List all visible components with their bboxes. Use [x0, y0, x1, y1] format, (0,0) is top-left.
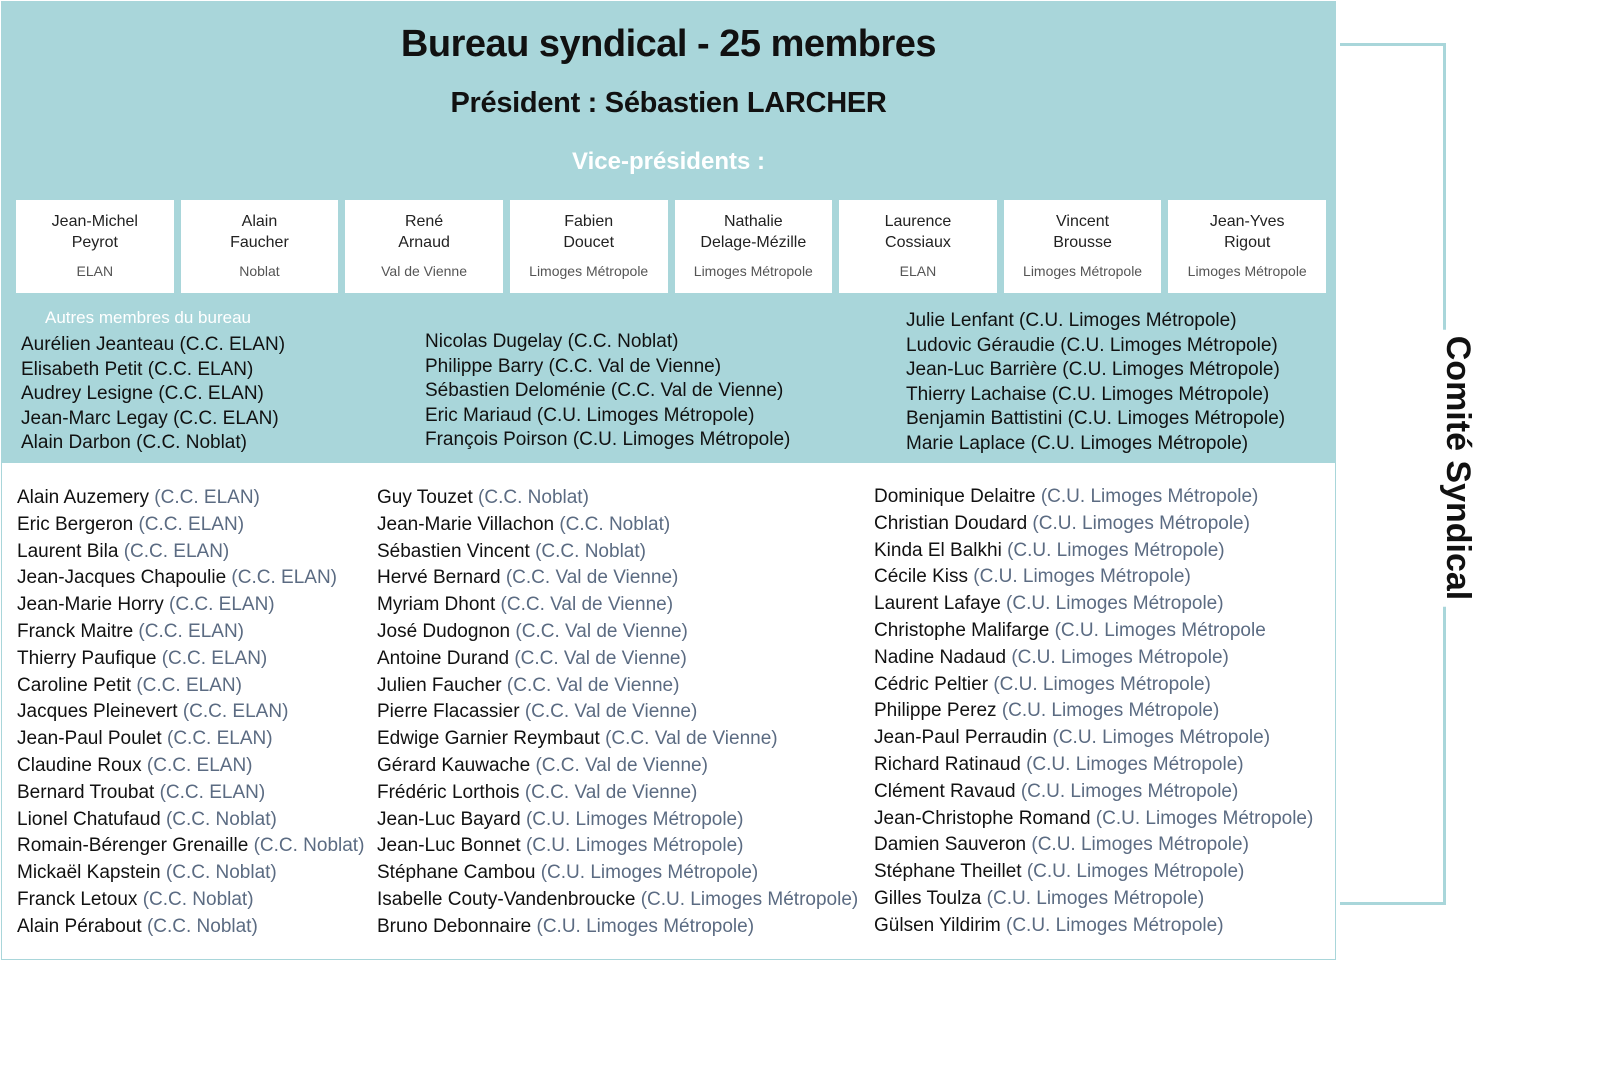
other-members-label: Autres membres du bureau	[45, 308, 251, 327]
comite-member	[874, 511, 1313, 538]
comite-member	[874, 484, 1313, 511]
member-org: (C.C. Val de Vienne)	[524, 781, 698, 803]
comite-member	[874, 618, 1313, 645]
member-name: Nadine Nadaud	[874, 646, 1007, 668]
comite-syndical-label: Comité Syndical	[1438, 330, 1478, 607]
comite-member	[377, 780, 858, 807]
member-name: Damien Sauveron	[874, 834, 1027, 856]
comite-member	[377, 699, 858, 726]
member-name: Christophe Malifarge	[874, 619, 1050, 641]
member-org: (C.C. ELAN)	[154, 487, 260, 508]
comite-member	[17, 860, 364, 887]
member-org: (C.U. Limoges Métropole)	[1031, 834, 1249, 856]
vice-president-name: Jean-Michel Peyrot	[51, 213, 138, 251]
bureau-member: Sébastien Deloménie (C.C. Val de Vienne)	[425, 380, 784, 402]
comite-members-column-3	[874, 484, 1313, 940]
comite-member	[17, 807, 364, 834]
vice-president-card	[16, 200, 174, 293]
member-org: (C.U. Limoges Métropole)	[973, 566, 1191, 588]
comite-member	[17, 887, 364, 914]
president-line: Président : Sébastien LARCHER	[450, 87, 887, 119]
member-org: (C.U. Limoges Métropole)	[1020, 780, 1239, 802]
bureau-member: François Poirson (C.U. Limoges Métropole)	[425, 429, 791, 451]
comite-member	[874, 564, 1313, 591]
member-name: Jean-Christophe Romand	[874, 807, 1091, 829]
member-org: (C.C. ELAN)	[159, 781, 266, 803]
vice-president-card	[510, 200, 668, 293]
member-name: Thierry Paufique	[17, 647, 157, 669]
comite-member	[377, 673, 858, 700]
vice-president-card	[181, 200, 339, 293]
member-name: Gilles Toulza	[874, 887, 982, 909]
member-name: Lionel Chatufaud	[17, 808, 161, 830]
comite-member	[874, 645, 1313, 672]
bureau-member: Aurélien Jeanteau (C.C. ELAN)	[21, 334, 286, 355]
comite-member	[874, 779, 1313, 806]
member-name: Franck Letoux	[17, 888, 138, 910]
member-org: (C.C. Noblat)	[165, 862, 277, 884]
member-org: (C.C. Val de Vienne)	[524, 701, 698, 723]
member-org: (C.C. ELAN)	[138, 513, 245, 535]
member-name: Alain Pérabout	[17, 915, 142, 937]
vice-presidents-heading: Vice-présidents :	[572, 148, 765, 175]
comite-member	[377, 539, 858, 566]
member-org: (C.C. Val de Vienne)	[506, 674, 680, 696]
member-name: Antoine Durand	[377, 647, 510, 669]
member-name: Kinda El Balkhi	[874, 539, 1002, 561]
member-org: (C.C. Val de Vienne)	[535, 754, 708, 776]
vice-president-card	[839, 200, 997, 293]
comite-member	[377, 833, 858, 860]
bureau-member: Thierry Lachaise (C.U. Limoges Métropole)	[906, 383, 1270, 405]
member-org: (C.C. ELAN)	[161, 647, 268, 669]
vice-president-org: Limoges Métropole	[529, 263, 649, 279]
comite-member	[377, 914, 858, 941]
member-org: (C.C. Noblat)	[142, 888, 254, 910]
member-name: Jean-Luc Bayard	[377, 808, 521, 830]
vice-president-card	[1004, 200, 1162, 293]
comite-member	[377, 592, 858, 619]
member-org: (C.U. Limoges Métropole)	[525, 835, 744, 857]
member-name: Laurent Bila	[17, 540, 119, 562]
vice-president-name: Nathalie Delage-Mézille	[700, 213, 807, 251]
vice-president-card	[345, 200, 503, 293]
member-name: Romain-Bérenger Grenaille	[17, 835, 249, 857]
comite-member	[874, 672, 1313, 699]
comite-member	[17, 539, 364, 566]
vice-president-org: Limoges Métropole	[693, 263, 813, 279]
member-name: Richard Ratinaud	[874, 753, 1021, 775]
member-org: (C.U. Limoges Métropole)	[1040, 486, 1259, 507]
comite-members-column-1	[17, 485, 364, 941]
member-org: (C.U. Limoges Métropole)	[540, 862, 759, 884]
member-name: Bernard Troubat	[17, 781, 155, 803]
bureau-member: Julie Lenfant (C.U. Limoges Métropole)	[906, 310, 1237, 331]
member-name: Julien Faucher	[377, 674, 502, 696]
member-name: Christian Doudard	[874, 512, 1028, 534]
member-name: Bruno Debonnaire	[377, 915, 532, 937]
comite-member	[17, 726, 364, 753]
member-org: (C.U. Limoges Métropole)	[1011, 646, 1229, 668]
member-org: (C.C. Val de Vienne)	[515, 620, 688, 642]
comite-member	[377, 860, 858, 887]
bureau-member: Philippe Barry (C.C. Val de Vienne)	[425, 355, 722, 377]
vice-presidents-row	[16, 200, 1326, 293]
member-org: (C.U. Limoges Métropole)	[986, 887, 1205, 909]
member-name: Philippe Perez	[874, 700, 997, 722]
comite-member	[874, 698, 1313, 725]
bureau-member: Marie Laplace (C.U. Limoges Métropole)	[906, 432, 1249, 454]
member-name: Claudine Roux	[17, 754, 142, 776]
member-org: (C.C. ELAN)	[138, 620, 244, 642]
bureau-member: Eric Mariaud (C.U. Limoges Métropole)	[425, 404, 755, 426]
vice-president-name: Fabien Doucet	[563, 213, 615, 251]
comite-member	[874, 725, 1313, 752]
member-name: Stéphane Cambou	[377, 862, 536, 884]
vice-president-name: Vincent Brousse	[1053, 213, 1112, 251]
member-org: (C.U. Limoges Métropole)	[1007, 539, 1225, 561]
member-org: (C.C. ELAN)	[123, 540, 230, 562]
member-name: Clément Ravaud	[874, 780, 1016, 802]
vice-president-org: Val de Vienne	[381, 263, 467, 279]
member-org: (C.C. ELAN)	[182, 701, 289, 723]
bureau-member: Audrey Lesigne (C.C. ELAN)	[21, 383, 264, 405]
comite-member	[377, 887, 858, 914]
member-name: Jean-Paul Poulet	[17, 728, 162, 750]
member-org: (C.U. Limoges Métropole)	[1006, 593, 1224, 615]
member-org: (C.U. Limoges Métropole)	[1095, 807, 1314, 829]
member-name: Edwige Garnier Reymbaut	[377, 728, 600, 750]
comite-member	[874, 752, 1313, 779]
member-name: José Dudognon	[377, 620, 511, 642]
comite-member	[17, 646, 364, 673]
comite-member	[377, 646, 858, 673]
member-name: Jean-Marie Villachon	[377, 513, 555, 535]
comite-member	[874, 913, 1313, 940]
comite-member	[377, 619, 858, 646]
bureau-members-column-1	[21, 333, 285, 456]
vice-president-name: René Arnaud	[398, 213, 450, 251]
comite-member	[17, 512, 364, 539]
bureau-member: Elisabeth Petit (C.C. ELAN)	[21, 358, 254, 380]
comite-member	[17, 833, 364, 860]
member-org: (C.U. Limoges Métropole)	[1052, 727, 1271, 749]
vice-president-card	[675, 200, 833, 293]
member-org: (C.C. Noblat)	[165, 808, 277, 830]
bureau-member: Alain Darbon (C.C. Noblat)	[21, 432, 247, 454]
member-org: (C.U. Limoges Métropole)	[640, 888, 859, 910]
comite-member	[17, 619, 364, 646]
member-name: Pierre Flacassier	[377, 701, 520, 723]
bureau-title: Bureau syndical - 25 membres	[400, 23, 937, 65]
member-name: Jacques Pleinevert	[17, 701, 178, 723]
comite-member	[874, 591, 1313, 618]
comite-member	[17, 565, 364, 592]
member-name: Myriam Dhont	[377, 594, 496, 616]
bureau-member: Ludovic Géraudie (C.U. Limoges Métropole)	[906, 334, 1278, 356]
member-name: Eric Bergeron	[17, 513, 134, 535]
bureau-syndical-panel	[1, 1, 1336, 463]
vice-president-org: Limoges Métropole	[1023, 263, 1143, 279]
comite-member	[17, 780, 364, 807]
bureau-member: Jean-Luc Barrière (C.U. Limoges Métropole)	[906, 359, 1280, 381]
member-org: (C.C. Noblat)	[146, 915, 258, 937]
member-name: Hervé Bernard	[377, 567, 501, 589]
comite-member	[377, 512, 858, 539]
member-org: (C.U. Limoges Métropole)	[1006, 914, 1224, 936]
comite-member	[874, 806, 1313, 833]
member-name: Cédric Peltier	[874, 673, 989, 695]
vice-president-name: Jean-Yves Rigout	[1209, 213, 1285, 251]
vice-president-name: Alain Faucher	[230, 213, 289, 251]
member-name: Frédéric Lorthois	[377, 781, 520, 803]
bureau-member: Jean-Marc Legay (C.C. ELAN)	[21, 407, 279, 429]
member-org: (C.C. Noblat)	[535, 540, 646, 562]
member-name: Laurent Lafaye	[874, 593, 1001, 615]
member-name: Alain Auzemery	[17, 487, 150, 508]
member-name: Sébastien Vincent	[377, 540, 530, 562]
member-name: Jean-Jacques Chapoulie	[17, 567, 227, 589]
bureau-members-column-2	[425, 330, 790, 453]
member-org: (C.C. Val de Vienne)	[500, 594, 674, 616]
member-org: (C.C. Noblat)	[559, 513, 671, 535]
member-org: (C.C. Val de Vienne)	[605, 728, 778, 750]
comite-member	[377, 753, 858, 780]
comite-member	[377, 726, 858, 753]
comite-member	[17, 673, 364, 700]
comite-members-column-2	[377, 485, 858, 941]
member-name: Isabelle Couty-Vandenbroucke	[377, 888, 636, 910]
member-name: Mickaël Kapstein	[17, 862, 161, 884]
member-name: Franck Maitre	[17, 620, 134, 642]
member-org: (C.U. Limoges Métropole)	[1026, 861, 1245, 883]
bureau-members-column-3	[906, 309, 1285, 457]
comite-member	[17, 753, 364, 780]
member-org: (C.U. Limoges Métropole)	[1001, 700, 1220, 722]
member-org: (C.C. Val de Vienne)	[505, 567, 679, 589]
member-org: (C.C. ELAN)	[146, 754, 253, 776]
comite-member	[874, 538, 1313, 565]
member-org: (C.C. Noblat)	[478, 487, 589, 508]
member-org: (C.U. Limoges Métropole)	[536, 915, 755, 937]
vice-president-org: Limoges Métropole	[1187, 263, 1307, 279]
comite-member	[377, 565, 858, 592]
comite-member	[874, 886, 1313, 913]
member-name: Jean-Luc Bonnet	[377, 835, 521, 857]
comite-bracket	[1340, 43, 1446, 905]
vice-president-name: Laurence Cossiaux	[884, 213, 952, 251]
member-name: Stéphane Theillet	[874, 861, 1022, 883]
comite-member	[874, 832, 1313, 859]
comite-member	[377, 807, 858, 834]
vice-president-card	[1168, 200, 1326, 293]
member-org: (C.U. Limoges Métropole)	[993, 673, 1211, 695]
member-name: Guy Touzet	[377, 487, 473, 508]
member-org: (C.U. Limoges Métropole)	[1026, 753, 1244, 775]
member-org: (C.U. Limoges Métropole)	[1032, 512, 1250, 534]
comite-member	[17, 914, 364, 941]
member-name: Jean-Marie Horry	[17, 594, 164, 616]
member-org: (C.C. ELAN)	[136, 674, 242, 696]
member-org: (C.C. ELAN)	[231, 567, 337, 589]
member-name: Gülsen Yildirim	[874, 914, 1001, 936]
member-org: (C.U. Limoges Métropole)	[525, 808, 744, 830]
bureau-member: Benjamin Battistini (C.U. Limoges Métropole)	[906, 408, 1286, 430]
comite-member	[17, 485, 364, 512]
comite-member	[17, 699, 364, 726]
member-name: Dominique Delaitre	[874, 486, 1036, 507]
vice-president-org: ELAN	[899, 263, 937, 279]
vice-president-org: ELAN	[76, 263, 114, 279]
member-org: (C.C. Val de Vienne)	[514, 647, 687, 669]
comite-member	[17, 592, 364, 619]
comite-syndical-panel	[1, 463, 1336, 960]
vice-president-org: Noblat	[239, 263, 280, 279]
comite-member	[874, 859, 1313, 886]
comite-member	[377, 485, 858, 512]
member-name: Gérard Kauwache	[377, 754, 531, 776]
member-name: Caroline Petit	[17, 674, 132, 696]
member-org: (C.C. ELAN)	[169, 594, 275, 616]
member-org: (C.C. ELAN)	[167, 728, 273, 750]
member-name: Jean-Paul Perraudin	[874, 727, 1048, 749]
member-org: (C.U. Limoges Métropole	[1054, 619, 1266, 641]
bureau-member: Nicolas Dugelay (C.C. Noblat)	[425, 331, 679, 352]
member-name: Cécile Kiss	[874, 566, 968, 588]
member-org: (C.C. Noblat)	[253, 835, 365, 857]
